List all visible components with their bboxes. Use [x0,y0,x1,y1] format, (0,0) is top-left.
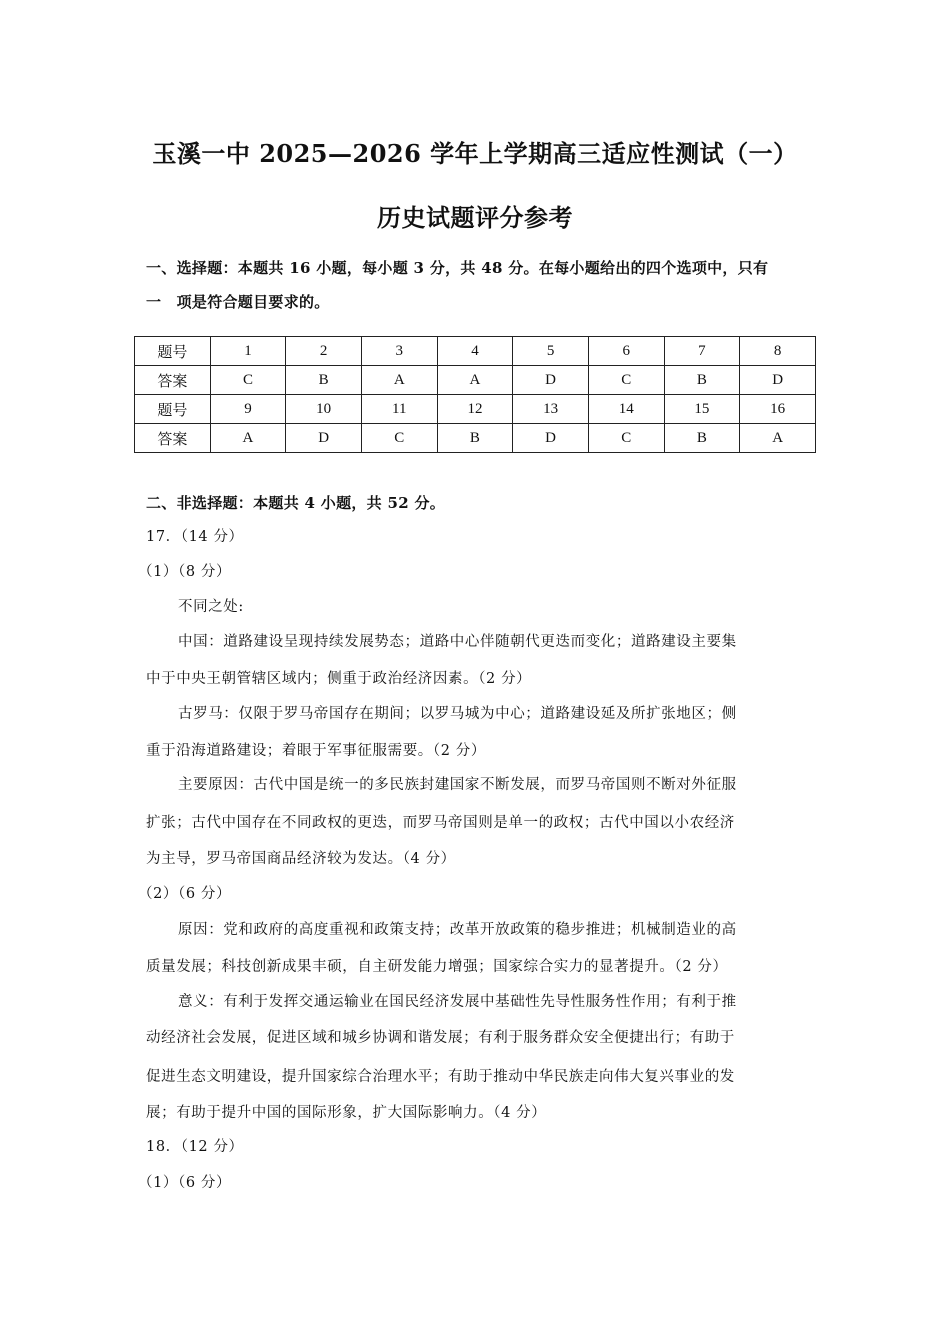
section2-heading: 二、非选择题：本题共 4 小题，共 52 分。 [146,494,446,512]
section1-heading [146,251,816,319]
section1-heading-line1: 一、选择题：本题共 16 小题，每小题 3 分，共 48 分。在每小题给出的四个选项中，只有 [146,259,769,277]
table-cell: A [361,366,437,395]
q17-part2-label: （2）（6 分） [138,886,232,902]
q17-part1-label: （1）（8 分） [138,564,232,580]
table-cell: 10 [286,395,362,424]
table-cell: 5 [513,337,589,366]
table-cell: A [437,366,513,395]
q17-significance-line3: 促进生态文明建设，提升国家综合治理水平；有助于推动中华民族走向伟大复兴事业的发 [146,1069,735,1085]
page-title: 玉溪一中 2025—2026 学年上学期高三适应性测试（一） [152,139,798,168]
table-cell: B [664,424,740,453]
section1-heading-line2: 一 项是符合题目要求的。 [146,293,330,311]
table-cell: C [588,366,664,395]
q17-reason-line1: 主要原因：古代中国是统一的多民族封建国家不断发展，而罗马帝国则不断对外征服 [178,777,737,793]
q17-diff-heading: 不同之处: [178,599,244,615]
table-cell: 9 [210,395,286,424]
table-row-label: 题号 [135,395,211,424]
table-cell: 4 [437,337,513,366]
table-row [135,366,816,395]
q18-label: 18．（12 分） [146,1139,244,1155]
table-cell: D [513,424,589,453]
table-cell: A [740,424,816,453]
q17-cause-line1: 原因：党和政府的高度重视和政策支持；改革开放政策的稳步推进；机械制造业的高 [178,922,737,938]
table-cell: 1 [210,337,286,366]
table-row [135,424,816,453]
table-cell: B [664,366,740,395]
table-cell: D [513,366,589,395]
table-cell: C [210,366,286,395]
table-cell: 7 [664,337,740,366]
q17-china-line2: 中于中央王朝管辖区域内；侧重于政治经济因素。（2 分） [146,671,532,687]
table-cell: C [361,424,437,453]
answer-table [134,336,816,453]
q17-significance-line4: 展；有助于提升中国的国际形象，扩大国际影响力。（4 分） [146,1105,547,1121]
table-cell: A [210,424,286,453]
page-subtitle: 历史试题评分参考 [377,203,573,232]
table-row [135,395,816,424]
table-row-label: 题号 [135,337,211,366]
q17-reason-line3: 为主导，罗马帝国商品经济较为发达。（4 分） [146,851,456,867]
table-cell: 12 [437,395,513,424]
table-row [135,337,816,366]
table-row-label: 答案 [135,424,211,453]
table-cell: B [437,424,513,453]
q17-reason-line2: 扩张；古代中国存在不同政权的更迭，而罗马帝国则是单一的政权；古代中国以小农经济 [146,815,735,831]
q17-cause-line2: 质量发展；科技创新成果丰硕，自主研发能力增强；国家综合实力的显著提升。（2 分） [146,959,728,975]
table-cell: 16 [740,395,816,424]
q17-rome-line2: 重于沿海道路建设；着眼于军事征服需要。（2 分） [146,743,486,759]
table-cell: 6 [588,337,664,366]
q17-significance-line1: 意义：有利于发挥交通运输业在国民经济发展中基础性先导性服务性作用；有利于推 [178,994,737,1010]
q17-rome-line1: 古罗马：仅限于罗马帝国存在期间；以罗马城为中心；道路建设延及所扩张地区；侧 [178,706,737,722]
q17-significance-line2: 动经济社会发展，促进区域和城乡协调和谐发展；有利于服务群众安全便捷出行；有助于 [146,1030,735,1046]
table-cell: 11 [361,395,437,424]
table-row-label: 答案 [135,366,211,395]
table-cell: 2 [286,337,362,366]
table-cell: 3 [361,337,437,366]
table-cell: D [286,424,362,453]
q18-part1-label: （1）（6 分） [138,1175,232,1191]
table-cell: 15 [664,395,740,424]
table-cell: 8 [740,337,816,366]
q17-china-line1: 中国：道路建设呈现持续发展势态；道路中心伴随朝代更迭而变化；道路建设主要集 [178,634,737,650]
table-cell: D [740,366,816,395]
table-cell: B [286,366,362,395]
table-cell: 14 [588,395,664,424]
table-cell: 13 [513,395,589,424]
table-cell: C [588,424,664,453]
q17-label: 17．（14 分） [146,529,244,545]
